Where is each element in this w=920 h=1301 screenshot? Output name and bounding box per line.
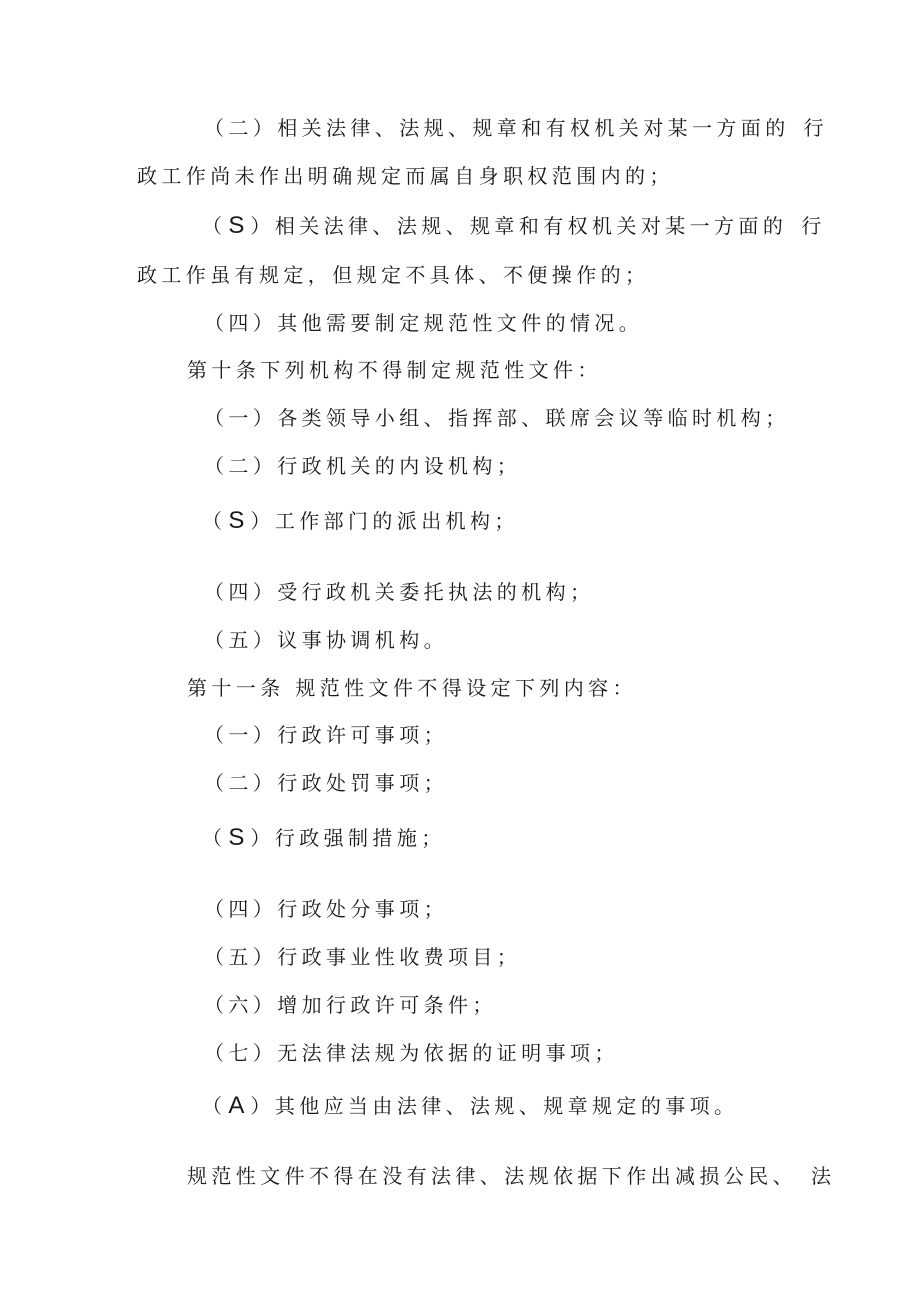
ocr-mark: S bbox=[228, 212, 245, 239]
line-text: （七）无法律法规为依据的证明事项； bbox=[204, 1041, 619, 1065]
paragraph-line bbox=[187, 1162, 835, 1190]
line-text: （二）相关法律、法规、规章和有权机关对某一方面的 bbox=[204, 116, 790, 140]
ocr-mark: A bbox=[228, 1092, 245, 1119]
line-tail: 行 bbox=[803, 116, 829, 140]
line-text: ）行政强制措施； bbox=[250, 826, 446, 850]
line-text: （四）受行政机关委托执法的机构； bbox=[204, 580, 595, 604]
line-text: （六）增加行政许可条件； bbox=[204, 993, 497, 1017]
line-tail: 行 bbox=[801, 214, 826, 238]
list-item bbox=[204, 943, 521, 971]
line-text: （二）行政处罚事项； bbox=[204, 771, 448, 795]
list-item bbox=[202, 824, 446, 852]
paragraph-line bbox=[137, 162, 674, 190]
list-item bbox=[204, 895, 448, 923]
list-item bbox=[204, 991, 497, 1019]
list-item bbox=[204, 1039, 619, 1067]
paragraph-line bbox=[137, 261, 649, 289]
line-text: （四）行政处分事项； bbox=[204, 897, 448, 921]
line-prefix: （ bbox=[202, 1094, 227, 1118]
line-text: 第十条下列机构不得制定规范性文件： bbox=[187, 358, 602, 382]
line-text: （五）议事协调机构。 bbox=[204, 628, 448, 652]
line-text: ）工作部门的派出机构； bbox=[250, 509, 519, 533]
list-item bbox=[204, 769, 448, 797]
ocr-mark: S bbox=[228, 507, 245, 534]
line-text: （五）行政事业性收费项目； bbox=[204, 945, 522, 969]
line-prefix: （ bbox=[202, 826, 227, 850]
article-heading bbox=[187, 356, 602, 384]
list-item bbox=[204, 721, 448, 749]
paragraph-line bbox=[204, 114, 828, 142]
ocr-mark: S bbox=[228, 824, 245, 851]
line-text: （一）各类领导小组、指挥部、联席会议等临时机构； bbox=[204, 406, 790, 430]
line-text: ）其他应当由法律、法规、规章规定的事项。 bbox=[250, 1094, 739, 1118]
line-prefix: （ bbox=[202, 214, 227, 238]
list-item bbox=[202, 507, 519, 535]
line-text: （四）其他需要制定规范性文件的情况。 bbox=[204, 311, 644, 335]
list-item bbox=[202, 1092, 738, 1120]
paragraph-line bbox=[202, 212, 826, 240]
list-item bbox=[204, 452, 521, 480]
article-heading bbox=[187, 674, 637, 702]
line-text: 政工作尚未作出明确规定而属自身职权范围内的； bbox=[137, 164, 674, 188]
list-item bbox=[204, 626, 448, 654]
line-text: 第十一条 规范性文件不得设定下列内容： bbox=[187, 676, 637, 700]
line-prefix: （ bbox=[202, 509, 227, 533]
line-text: （二）行政机关的内设机构； bbox=[204, 454, 522, 478]
paragraph-line bbox=[204, 309, 643, 337]
list-item bbox=[204, 404, 790, 432]
line-text: （一）行政许可事项； bbox=[204, 723, 448, 747]
line-text: ）相关法律、法规、规章和有权机关对某一方面的 bbox=[250, 214, 788, 238]
line-text: 政工作虽有规定，但规定不具体、不便操作的； bbox=[137, 263, 650, 287]
line-text: 规范性文件不得在没有法律、法规依据下作出减损公民、 bbox=[187, 1164, 797, 1188]
line-tail: 法 bbox=[811, 1164, 836, 1188]
list-item bbox=[204, 578, 594, 606]
